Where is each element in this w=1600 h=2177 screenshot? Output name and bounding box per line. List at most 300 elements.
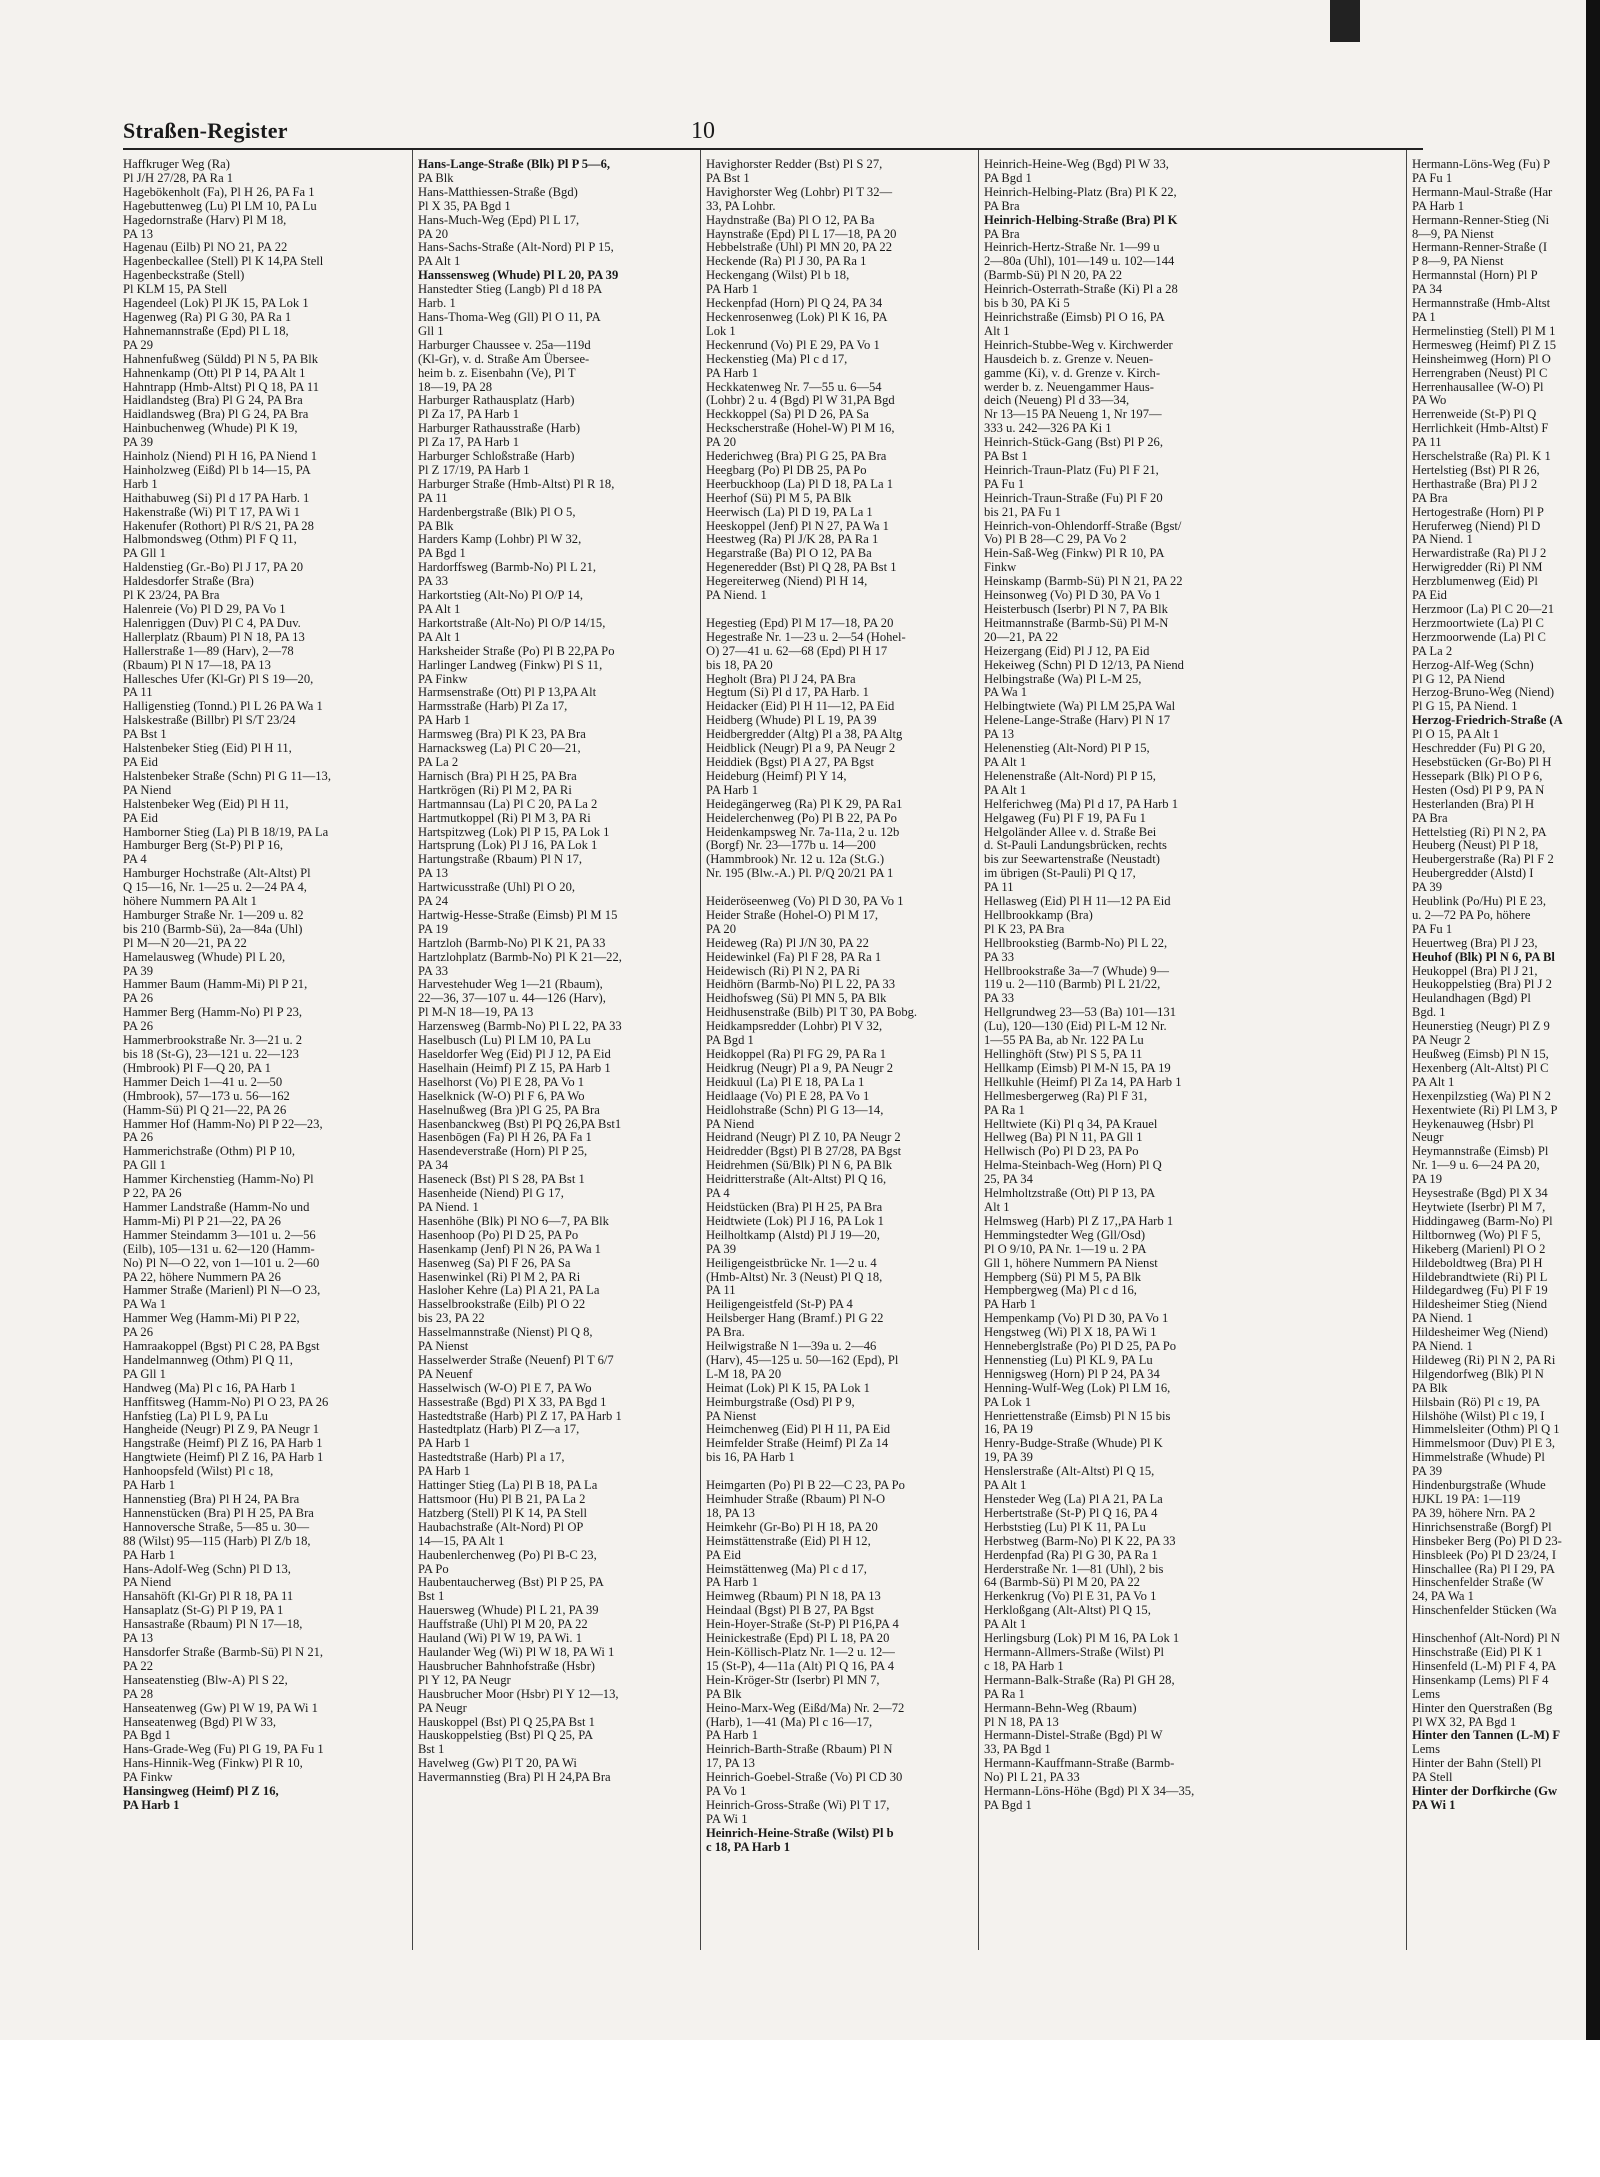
register-entry: Hinschenfelder Stücken (Wa bbox=[1412, 1603, 1557, 1618]
register-entry: Haseneck (Bst) Pl S 28, PA Bst 1 bbox=[418, 1172, 585, 1187]
register-entry: PA Fu 1 bbox=[984, 476, 1025, 491]
register-entry: Hemmingstedter Weg (Gll/Osd) bbox=[984, 1227, 1146, 1242]
register-entry: Hasselwisch (W-O) Pl E 7, PA Wo bbox=[418, 1380, 592, 1395]
register-entry: Hammer Landstraße (Hamm-No und bbox=[123, 1199, 310, 1214]
register-entry: Hamburger Straße Nr. 1—209 u. 82 bbox=[123, 907, 304, 922]
register-entry: PA Harb 1 bbox=[706, 1728, 759, 1743]
register-entry: PA Bgd 1 bbox=[123, 1728, 171, 1743]
register-entry: Hartkrögen (Ri) Pl M 2, PA Ri bbox=[418, 782, 572, 797]
register-entry: Hesterlanden (Bra) Pl H bbox=[1412, 796, 1535, 811]
header-rule bbox=[123, 148, 1423, 150]
register-entry: Heinrich-Helbing-Platz (Bra) Pl K 22, bbox=[984, 184, 1177, 199]
register-entry: (Barmb-Sü) Pl N 20, PA 22 bbox=[984, 268, 1123, 283]
register-entry: Helmsweg (Harb) Pl Z 17,,PA Harb 1 bbox=[984, 1213, 1174, 1228]
register-entry: PA Harb 1 bbox=[123, 1478, 176, 1493]
register-entry: Pl O 15, PA Alt 1 bbox=[1412, 727, 1500, 742]
register-entry: Hildeboldtweg (Bra) Pl H bbox=[1412, 1255, 1543, 1270]
register-entry: Hartmutkoppel (Ri) Pl M 3, PA Ri bbox=[418, 810, 591, 825]
register-entry: Herzmoortwiete (La) Pl C bbox=[1412, 615, 1544, 630]
register-entry: Heymannstraße (Eimsb) Pl bbox=[1412, 1144, 1549, 1159]
register-entry: PA Nienst bbox=[706, 1408, 757, 1423]
register-entry: Helbingstraße (Wa) Pl L-M 25, bbox=[984, 671, 1142, 686]
register-entry: (Borgf) Nr. 23—177b u. 14—200 bbox=[706, 838, 876, 853]
register-entry: PA Harb 1 bbox=[1412, 198, 1465, 213]
register-entry: Heidewinkel (Fa) Pl F 28, PA Ra 1 bbox=[706, 949, 882, 964]
register-entry: Herderstraße Nr. 1—81 (Uhl), 2 bis bbox=[984, 1561, 1164, 1576]
register-entry: 119 u. 2—110 (Barmb) Pl L 21/22, bbox=[984, 977, 1161, 992]
register-entry: bis 18 (St-G), 23—121 u. 22—123 bbox=[123, 1047, 299, 1061]
register-entry: Hahntrapp (Hmb-Altst) Pl Q 18, PA 11 bbox=[123, 379, 320, 394]
register-entry: höhere Nummern PA Alt 1 bbox=[123, 894, 257, 909]
register-entry: Lok 1 bbox=[706, 323, 736, 338]
register-entry: Herlingsburg (Lok) Pl M 16, PA Lok 1 bbox=[984, 1631, 1180, 1646]
register-entry: Hammer Weg (Hamm-Mi) Pl P 22, bbox=[123, 1311, 300, 1326]
register-entry: Heinrich-Traun-Platz (Fu) Pl F 21, bbox=[984, 462, 1159, 477]
register-entry: (Lu), 120—130 (Eid) Pl L-M 12 Nr. bbox=[984, 1019, 1167, 1034]
register-entry: Pl K 23, PA Bra bbox=[984, 921, 1065, 936]
register-entry: Helenenstraße (Alt-Nord) Pl P 15, bbox=[984, 768, 1156, 783]
register-entry: Hansingweg (Heimf) Pl Z 16, bbox=[123, 1784, 279, 1799]
register-entry: Hassestraße (Bgd) Pl X 33, PA Bgd 1 bbox=[418, 1394, 607, 1409]
register-entry: Hanseatenstieg (Blw-A) Pl S 22, bbox=[123, 1672, 288, 1687]
register-entry: Nr. 195 (Blw.-A.) Pl. P/Q 20/21 PA 1 bbox=[706, 866, 894, 881]
register-entry: Heidritterstraße (Alt-Altst) Pl Q 16, bbox=[706, 1172, 887, 1187]
column-divider bbox=[978, 150, 979, 1950]
register-entry: PA Alt 1 bbox=[984, 754, 1027, 769]
register-entry: Hastedtstraße (Harb) Pl Z 17, PA Harb 1 bbox=[418, 1408, 622, 1423]
register-entry: PA Harb 1 bbox=[706, 365, 759, 380]
register-entry: Hinschallee (Ra) Pl I 29, PA bbox=[1412, 1561, 1555, 1576]
register-entry: Heidkuul (La) Pl E 18, PA La 1 bbox=[706, 1074, 865, 1089]
register-entry: Hans-Grade-Weg (Fu) Pl G 19, PA Fu 1 bbox=[123, 1742, 324, 1757]
register-entry: Hempbergweg (Ma) Pl c d 16, bbox=[984, 1283, 1137, 1298]
register-entry: Hasenweg (Sa) Pl F 26, PA Sa bbox=[418, 1255, 571, 1270]
register-entry: Hinter der Bahn (Stell) Pl bbox=[1412, 1756, 1542, 1771]
register-entry: Hammer Deich 1—41 u. 2—50 bbox=[123, 1074, 283, 1089]
register-entry: PA 39 bbox=[123, 435, 153, 450]
register-entry: PA 4 bbox=[123, 852, 147, 867]
register-entry: Hexenberg (Alt-Altst) Pl C bbox=[1412, 1060, 1549, 1075]
register-entry: Harburger Rathausplatz (Harb) bbox=[418, 393, 575, 408]
register-entry: bis 18, PA 20 bbox=[706, 657, 773, 672]
register-entry: Pl G 15, PA Niend. 1 bbox=[1412, 699, 1518, 714]
register-entry: Hinschenfelder Straße (W bbox=[1412, 1575, 1544, 1590]
register-entry: PA Bgd 1 bbox=[706, 1033, 754, 1048]
register-entry: Helbingtwiete (Wa) Pl LM 25,PA Wal bbox=[984, 699, 1176, 714]
register-entry: 2—80a (Uhl), 101—149 u. 102—144 bbox=[984, 254, 1175, 269]
register-entry: Heideröseenweg (Vo) Pl D 30, PA Vo 1 bbox=[706, 894, 904, 909]
register-entry: PA 34 bbox=[1412, 282, 1442, 297]
register-entry: Hans-Matthiessen-Straße (Bgd) bbox=[418, 184, 578, 199]
register-entry: Helma-Steinbach-Weg (Horn) Pl Q bbox=[984, 1158, 1162, 1173]
register-column-1 bbox=[123, 158, 388, 1813]
register-entry: Hellinghöft (Stw) Pl S 5, PA 11 bbox=[984, 1047, 1143, 1061]
register-entry: Hellgrundweg 23—53 (Ba) 101—131 bbox=[984, 1005, 1177, 1020]
register-entry: PA Eid bbox=[1412, 588, 1447, 603]
register-entry: (Hamm-Sü) Pl Q 21—22, PA 26 bbox=[123, 1102, 287, 1117]
register-entry: Haidlandsteg (Bra) Pl G 24, PA Bra bbox=[123, 393, 303, 408]
register-entry: PA Alt 1 bbox=[418, 602, 461, 616]
register-entry: Heckkoppel (Sa) Pl D 26, PA Sa bbox=[706, 407, 869, 422]
register-entry: Hellbrookstraße 3a—7 (Whude) 9— bbox=[984, 963, 1170, 978]
register-entry: Hekeiweg (Schn) Pl D 12/13, PA Niend bbox=[984, 657, 1184, 672]
register-entry: Halstenbeker Stieg (Eid) Pl H 11, bbox=[123, 741, 292, 756]
register-entry: Haselnußweg (Bra )Pl G 25, PA Bra bbox=[418, 1102, 600, 1117]
register-entry: Hinsbleek (Po) Pl D 23/24, I bbox=[1412, 1547, 1557, 1562]
register-entry: Hein-Köllisch-Platz Nr. 1—2 u. 12— bbox=[706, 1644, 895, 1659]
register-entry: im übrigen (St-Pauli) Pl Q 17, bbox=[984, 866, 1136, 881]
register-entry: Heubergredder (Alstd) I bbox=[1412, 866, 1534, 881]
register-entry: Hinschstraße (Eid) Pl K 1 bbox=[1412, 1644, 1543, 1659]
register-entry: PA 39 bbox=[1412, 1464, 1442, 1479]
register-entry: Hein-Saß-Weg (Finkw) Pl R 10, PA bbox=[984, 546, 1165, 561]
register-entry: PA Blk bbox=[418, 518, 454, 533]
register-entry: Hegtum (Si) Pl d 17, PA Harb. 1 bbox=[706, 685, 869, 700]
register-entry: Hegestraße Nr. 1—23 u. 2—54 (Hohel- bbox=[706, 629, 906, 644]
register-entry: Heidbergredder (Altg) Pl a 38, PA Altg bbox=[706, 727, 903, 742]
register-entry: Hensteder Weg (La) Pl A 21, PA La bbox=[984, 1492, 1163, 1506]
register-entry: Hans-Sachs-Straße (Alt-Nord) Pl P 15, bbox=[418, 240, 614, 255]
register-entry: Alt 1 bbox=[984, 323, 1010, 338]
register-entry: bis 23, PA 22 bbox=[418, 1311, 485, 1326]
register-entry: Alt 1 bbox=[984, 1199, 1010, 1214]
register-entry: Hermelinstieg (Stell) Pl M 1 bbox=[1412, 323, 1556, 338]
register-entry: Hartspitzweg (Lok) Pl P 15, PA Lok 1 bbox=[418, 824, 610, 839]
register-column-5 bbox=[1412, 158, 1600, 1813]
register-entry: Heinrich-Osterrath-Straße (Ki) Pl a 28 bbox=[984, 282, 1178, 297]
register-entry: Bst 1 bbox=[418, 1742, 445, 1757]
register-entry: PA Niend. 1 bbox=[706, 588, 767, 603]
register-entry: PA 20 bbox=[706, 435, 736, 450]
register-entry: Herschelstraße (Ra) Pl. K 1 bbox=[1412, 449, 1551, 464]
register-entry: Herrlichkeit (Hmb-Altst) F bbox=[1412, 421, 1549, 436]
register-entry: 88 (Wilst) 95—115 (Harb) Pl Z/b 18, bbox=[123, 1533, 311, 1548]
register-entry: PA Bra bbox=[1412, 490, 1448, 505]
register-entry: Pl Z 17/19, PA Harb 1 bbox=[418, 462, 530, 477]
register-entry: Helgoländer Allee v. d. Straße Bei bbox=[984, 824, 1157, 839]
register-entry: PA Gll 1 bbox=[123, 1158, 166, 1173]
register-entry: Haubachstraße (Alt-Nord) Pl OP bbox=[418, 1519, 584, 1534]
register-entry: Herthastraße (Bra) Pl J 2 bbox=[1412, 476, 1538, 491]
register-entry: bis 210 (Barmb-Sü), 2a—84a (Uhl) bbox=[123, 921, 303, 936]
register-entry: c 18, PA Harb 1 bbox=[706, 1839, 791, 1854]
register-entry: Hamburger Berg (St-P) Pl P 16, bbox=[123, 838, 283, 853]
register-entry: Hanseatenweg (Gw) Pl W 19, PA Wi 1 bbox=[123, 1700, 318, 1715]
register-entry: Heinsheimweg (Horn) Pl O bbox=[1412, 351, 1551, 366]
register-entry: Heimkehr (Gr-Bo) Pl H 18, PA 20 bbox=[706, 1519, 878, 1534]
register-entry: Heerhof (Sü) Pl M 5, PA Blk bbox=[706, 490, 852, 505]
register-entry: Hastedtplatz (Harb) Pl Z—a 17, bbox=[418, 1422, 580, 1437]
register-entry: Hesebstücken (Gr-Bo) Pl H bbox=[1412, 754, 1552, 769]
register-entry: Herzblumenweg (Eid) Pl bbox=[1412, 574, 1538, 589]
register-entry: Harburger Rathausstraße (Harb) bbox=[418, 421, 581, 436]
register-entry: Hagedornstraße (Harv) Pl M 18, bbox=[123, 212, 287, 227]
register-entry: Himmelstraße (Whude) Pl bbox=[1412, 1450, 1545, 1465]
register-entry: Harmsenstraße (Ott) Pl P 13,PA Alt bbox=[418, 685, 597, 700]
register-entry: Hartungstraße (Rbaum) Pl N 17, bbox=[418, 852, 583, 867]
register-entry: Heimgarten (Po) Pl B 22—C 23, PA Po bbox=[706, 1478, 905, 1493]
register-entry: PA Finkw bbox=[418, 671, 468, 686]
register-entry: PA 33 bbox=[984, 991, 1014, 1006]
register-entry: Hauffstraße (Uhl) Pl M 20, PA 22 bbox=[418, 1617, 588, 1632]
register-entry: Hanffitsweg (Hamm-No) Pl O 23, PA 26 bbox=[123, 1394, 329, 1409]
register-entry: Heidlaage (Vo) Pl E 28, PA Vo 1 bbox=[706, 1088, 870, 1103]
register-entry: PA Niend bbox=[123, 782, 172, 797]
register-entry: PA Neugr bbox=[418, 1700, 467, 1715]
register-entry: Heino-Marx-Weg (Eißd/Ma) Nr. 2—72 bbox=[706, 1700, 905, 1715]
register-entry: Hilshöhe (Wilst) Pl c 19, I bbox=[1412, 1408, 1545, 1423]
register-entry: Heimstättenweg (Ma) Pl c d 17, bbox=[706, 1561, 867, 1576]
register-entry: Bgd. 1 bbox=[1412, 1005, 1446, 1020]
register-entry: Hallerplatz (Rbaum) Pl N 18, PA 13 bbox=[123, 629, 305, 644]
register-entry: P 8—9, PA Nienst bbox=[1412, 254, 1504, 269]
register-entry: bis 16, PA Harb 1 bbox=[706, 1450, 795, 1465]
register-entry: Hanfstieg (La) Pl L 9, PA Lu bbox=[123, 1408, 268, 1423]
register-entry: PA 11 bbox=[418, 490, 448, 505]
register-entry: PA Bgd 1 bbox=[984, 170, 1032, 185]
register-entry: (Kl-Gr), v. d. Straße Am Übersee- bbox=[418, 351, 590, 366]
register-entry: Harzensweg (Barmb-No) Pl L 22, PA 33 bbox=[418, 1019, 622, 1034]
register-entry: Hammer Steindamm 3—101 u. 2—56 bbox=[123, 1227, 316, 1242]
register-entry: PA Niend. 1 bbox=[1412, 1339, 1473, 1354]
register-entry: Hellmesbergerweg (Ra) Pl F 31, bbox=[984, 1088, 1148, 1103]
register-entry: PA 26 bbox=[123, 1325, 153, 1340]
register-entry: Hakenufer (Rothort) Pl R/S 21, PA 28 bbox=[123, 518, 314, 533]
register-entry: Hakenstraße (Wi) Pl T 17, PA Wi 1 bbox=[123, 504, 300, 519]
register-entry: Haubentaucherweg (Bst) Pl P 25, PA bbox=[418, 1575, 604, 1590]
register-entry: PA 1 bbox=[1412, 309, 1436, 324]
register-entry: Hennigsweg (Horn) Pl P 24, PA 34 bbox=[984, 1366, 1160, 1381]
register-entry: Heilholtkamp (Alstd) Pl J 19—20, bbox=[706, 1227, 880, 1242]
register-entry: Hammer Kirchenstieg (Hamm-No) Pl bbox=[123, 1172, 314, 1187]
register-entry: Hansastraße (Rbaum) Pl N 17—18, bbox=[123, 1617, 303, 1632]
register-entry: PA Harb 1 bbox=[706, 782, 759, 797]
register-entry: Heimstättenstraße (Eid) Pl H 12, bbox=[706, 1533, 871, 1548]
register-entry bbox=[706, 603, 971, 617]
page-number: 10 bbox=[691, 118, 715, 144]
register-entry: Halstenbeker Weg (Eid) Pl H 11, bbox=[123, 796, 289, 811]
register-entry: Heidblick (Neugr) Pl a 9, PA Neugr 2 bbox=[706, 741, 896, 756]
register-entry: c 18, PA Harb 1 bbox=[984, 1658, 1064, 1673]
register-entry: Hiltbornweg (Wo) Pl F 5, bbox=[1412, 1227, 1541, 1242]
register-entry: Hammerichstraße (Othm) Pl P 10, bbox=[123, 1144, 295, 1159]
register-entry: PA 11 bbox=[123, 685, 153, 700]
register-entry: Heidkampsredder (Lohbr) Pl V 32, bbox=[706, 1019, 883, 1034]
register-entry: Pl Za 17, PA Harb 1 bbox=[418, 407, 519, 422]
register-entry: Nr. 1—9 u. 6—24 PA 20, bbox=[1412, 1158, 1540, 1173]
register-entry: PA Bra bbox=[984, 198, 1020, 213]
register-entry: Hinschenhof (Alt-Nord) Pl N bbox=[1412, 1631, 1560, 1646]
register-entry: Heideweg (Ra) Pl J/N 30, PA 22 bbox=[706, 935, 869, 950]
register-entry: Hettelstieg (Ri) Pl N 2, PA bbox=[1412, 824, 1547, 839]
register-entry: Hegeneredder (Bst) Pl Q 28, PA Bst 1 bbox=[706, 560, 897, 575]
register-entry: Hausdeich b. z. Grenze v. Neuen- bbox=[984, 351, 1154, 366]
register-entry: Hertogestraße (Horn) Pl P bbox=[1412, 504, 1544, 519]
register-entry: Hagendeel (Lok) Pl JK 15, PA Lok 1 bbox=[123, 296, 309, 311]
register-entry: Harksheider Straße (Po) Pl B 22,PA Po bbox=[418, 643, 615, 658]
register-entry: Hermannstraße (Hmb-Altst bbox=[1412, 296, 1551, 311]
register-entry: PA Niend bbox=[706, 1116, 755, 1131]
register-entry: Heidtwiete (Lok) Pl J 16, PA Lok 1 bbox=[706, 1213, 884, 1228]
register-entry: Herkenkrug (Vo) Pl E 31, PA Vo 1 bbox=[984, 1589, 1157, 1604]
column-divider bbox=[412, 150, 413, 1950]
register-entry: Heuberg (Neust) Pl P 18, bbox=[1412, 838, 1539, 853]
register-entry: Helferichweg (Ma) Pl d 17, PA Harb 1 bbox=[984, 796, 1179, 811]
register-entry: Heilwigstraße N 1—39a u. 2—46 bbox=[706, 1339, 877, 1354]
register-entry: Hannoversche Straße, 5—85 u. 30— bbox=[123, 1519, 310, 1534]
register-entry: Haubenlerchenweg (Po) Pl B-C 23, bbox=[418, 1547, 597, 1562]
register-entry: Helgaweg (Fu) Pl F 19, PA Fu 1 bbox=[984, 810, 1146, 825]
register-entry: Haffkruger Weg (Ra) bbox=[123, 157, 230, 171]
register-entry: Heinskamp (Barmb-Sü) Pl N 21, PA 22 bbox=[984, 574, 1183, 589]
register-entry: Handweg (Ma) Pl c 16, PA Harb 1 bbox=[123, 1380, 297, 1395]
register-entry: PA Neuenf bbox=[418, 1366, 473, 1381]
register-entry: PA Bra bbox=[1412, 810, 1448, 825]
register-entry: Hartwig-Hesse-Straße (Eimsb) Pl M 15 bbox=[418, 907, 618, 922]
register-entry: Heinrich-Hertz-Straße Nr. 1—99 u bbox=[984, 240, 1160, 255]
register-entry: PA Harb 1 bbox=[706, 1575, 759, 1590]
register-entry: PA Vo 1 bbox=[706, 1784, 747, 1799]
register-entry: 15 (St-P), 4—11a (Alt) Pl Q 16, PA 4 bbox=[706, 1658, 894, 1673]
register-entry: Hildesheimer Stieg (Niend bbox=[1412, 1297, 1548, 1312]
register-entry: PA Neugr 2 bbox=[1412, 1033, 1471, 1048]
register-entry: PA Alt 1 bbox=[418, 629, 461, 644]
register-entry: Hermann-Renner-Stieg (Ni bbox=[1412, 212, 1550, 227]
register-entry: Hansahöft (Kl-Gr) Pl R 18, PA 11 bbox=[123, 1589, 294, 1604]
register-entry: Haidlandsweg (Bra) Pl G 24, PA Bra bbox=[123, 407, 309, 422]
register-entry: PA Eid bbox=[123, 810, 158, 825]
register-entry: Heimweg (Rbaum) Pl N 18, PA 13 bbox=[706, 1589, 881, 1604]
register-entry: Hermann-Löns-Höhe (Bgd) Pl X 34—35, bbox=[984, 1784, 1195, 1799]
register-entry: Hebbelstraße (Uhl) Pl MN 20, PA 22 bbox=[706, 240, 892, 255]
register-entry: 17, PA 13 bbox=[706, 1756, 755, 1771]
register-entry: PA Lok 1 bbox=[984, 1394, 1032, 1409]
register-entry: 25, PA 34 bbox=[984, 1172, 1033, 1187]
register-entry: Pl J/H 27/28, PA Ra 1 bbox=[123, 170, 234, 185]
register-entry: Heinrich-Goebel-Straße (Vo) Pl CD 30 bbox=[706, 1770, 903, 1785]
register-entry: Heckscherstraße (Hohel-W) Pl M 16, bbox=[706, 421, 895, 436]
register-entry: PA La 2 bbox=[1412, 643, 1453, 658]
register-entry: P 22, PA 26 bbox=[123, 1186, 182, 1201]
register-entry: Hinsenfeld (L-M) Pl F 4, PA bbox=[1412, 1658, 1557, 1673]
register-entry: Heiligengeistfeld (St-P) PA 4 bbox=[706, 1297, 853, 1312]
register-entry: Hermann-Löns-Weg (Fu) P bbox=[1412, 158, 1551, 171]
register-entry: Hederichweg (Bra) Pl G 25, PA Bra bbox=[706, 449, 887, 464]
register-entry: 8—9, PA Nienst bbox=[1412, 226, 1494, 241]
register-entry: Haselknick (W-O) Pl F 6, PA Wo bbox=[418, 1088, 585, 1103]
register-entry: Hasenhoop (Po) Pl D 25, PA Po bbox=[418, 1227, 579, 1242]
register-entry: Bst 1 bbox=[418, 1589, 445, 1604]
register-entry: Helltwiete (Ki) Pl q 34, PA Krauel bbox=[984, 1116, 1158, 1131]
register-entry: PA Harb 1 bbox=[418, 1464, 471, 1479]
register-entry: Hikeberg (Marienl) Pl O 2 bbox=[1412, 1241, 1546, 1256]
register-entry: PA 33 bbox=[984, 949, 1014, 964]
register-entry: PA Gll 1 bbox=[123, 546, 166, 561]
register-entry: Pl K 23/24, PA Bra bbox=[123, 588, 220, 603]
register-entry: Hamelausweg (Whude) Pl L 20, bbox=[123, 949, 286, 964]
register-entry: Vo) Pl B 28—C 29, PA Vo 2 bbox=[984, 532, 1127, 547]
register-entry: Herzog-Friedrich-Straße (A bbox=[1412, 713, 1563, 728]
register-entry: PA Wo bbox=[1412, 393, 1447, 408]
register-entry: bis zur Seewartenstraße (Neustadt) bbox=[984, 852, 1160, 867]
register-entry: Hallerstraße 1—89 (Harv), 2—78 bbox=[123, 643, 294, 658]
register-entry: Heinickestraße (Epd) Pl L 18, PA 20 bbox=[706, 1631, 890, 1646]
register-entry: Henslerstraße (Alt-Altst) Pl Q 15, bbox=[984, 1464, 1155, 1479]
register-entry: Hermann-Distel-Straße (Bgd) Pl W bbox=[984, 1728, 1163, 1743]
register-entry: PA 19 bbox=[418, 921, 448, 936]
column-divider bbox=[700, 150, 701, 1950]
register-entry: Hausbrucher Moor (Hsbr) Pl Y 12—13, bbox=[418, 1686, 619, 1701]
register-entry: PA Alt 1 bbox=[1412, 1074, 1455, 1089]
register-entry: PA Bgd 1 bbox=[984, 1797, 1032, 1812]
register-entry: Harburger Chaussee v. 25a—119d bbox=[418, 337, 591, 352]
register-entry: Heidkoppel (Ra) Pl FG 29, PA Ra 1 bbox=[706, 1047, 887, 1061]
register-entry: Hessepark (Blk) Pl O P 6, bbox=[1412, 768, 1543, 783]
register-entry: PA Harb 1 bbox=[123, 1797, 180, 1812]
register-entry: Heidelerchenweg (Po) Pl B 22, PA Po bbox=[706, 810, 897, 825]
register-entry: Hagenau (Eilb) Pl NO 21, PA 22 bbox=[123, 240, 288, 255]
register-entry: Herbststieg (Lu) Pl K 11, PA Lu bbox=[984, 1519, 1146, 1534]
register-entry: Halstenbeker Straße (Schn) Pl G 11—13, bbox=[123, 768, 331, 783]
register-entry: heim b. z. Eisenbahn (Ve), Pl T bbox=[418, 365, 576, 380]
register-entry: Heinrich-Gross-Straße (Wi) Pl T 17, bbox=[706, 1797, 890, 1812]
register-entry: Heindaal (Bgst) Pl B 27, PA Bgst bbox=[706, 1603, 874, 1618]
register-entry: Heiligengeistbrücke Nr. 1—2 u. 4 bbox=[706, 1255, 877, 1270]
register-entry: Hildeweg (Ri) Pl N 2, PA Ri bbox=[1412, 1352, 1556, 1367]
register-entry: PA Bst 1 bbox=[706, 170, 750, 185]
register-entry: Hanssensweg (Whude) Pl L 20, PA 39 bbox=[418, 268, 619, 283]
register-entry: PA 4 bbox=[706, 1186, 730, 1201]
register-entry: Hermann-Renner-Straße (I bbox=[1412, 240, 1548, 255]
register-entry: d. St-Pauli Landungsbrücken, rechts bbox=[984, 838, 1167, 853]
register-entry: Heckkatenweg Nr. 7—55 u. 6—54 bbox=[706, 379, 882, 394]
register-entry: Halbmondsweg (Othm) Pl F Q 11, bbox=[123, 532, 297, 547]
register-entry: Pl G 12, PA Niend bbox=[1412, 671, 1505, 686]
register-column-3 bbox=[706, 158, 971, 1855]
register-entry: Hahnemannstraße (Epd) Pl L 18, bbox=[123, 323, 289, 338]
register-entry: Hainholz (Niend) Pl H 16, PA Niend 1 bbox=[123, 449, 318, 464]
register-entry: Hermann-Maul-Straße (Har bbox=[1412, 184, 1553, 199]
page-title: Straßen-Register bbox=[123, 118, 288, 143]
register-entry: Herzog-Bruno-Weg (Niend) bbox=[1412, 685, 1555, 700]
register-entry: PA Nienst bbox=[418, 1339, 469, 1354]
register-entry: PA Harb 1 bbox=[123, 1547, 176, 1562]
register-entry: Haynstraße (Epd) Pl L 17—18, PA 20 bbox=[706, 226, 897, 241]
register-entry: Hamraakoppel (Bgst) Pl C 28, PA Bgst bbox=[123, 1339, 320, 1354]
register-entry: Havermannstieg (Bra) Pl H 24,PA Bra bbox=[418, 1770, 611, 1785]
register-entry: Gll 1, höhere Nummern PA Nienst bbox=[984, 1255, 1158, 1270]
register-entry: (Hmbrook) Pl F—Q 20, PA 1 bbox=[123, 1060, 271, 1075]
register-entry: PA 22 bbox=[123, 1658, 153, 1673]
register-entry: Hermesweg (Heimf) Pl Z 15 bbox=[1412, 337, 1557, 352]
register-entry: Helene-Lange-Straße (Harv) Pl N 17 bbox=[984, 713, 1171, 728]
register-entry: PA 20 bbox=[418, 226, 448, 241]
register-entry: Henneberglstraße (Po) Pl D 25, PA Po bbox=[984, 1339, 1177, 1354]
register-entry: bis b 30, PA Ki 5 bbox=[984, 296, 1070, 311]
register-entry: Hasenkamp (Jenf) Pl N 26, PA Wa 1 bbox=[418, 1241, 601, 1256]
register-entry: Harburger Straße (Hmb-Altst) Pl R 18, bbox=[418, 476, 615, 491]
register-entry: 20—21, PA 22 bbox=[984, 629, 1059, 644]
register-entry: PA Alt 1 bbox=[984, 1478, 1027, 1493]
register-entry: Herrengraben (Neust) Pl C bbox=[1412, 365, 1548, 380]
register-entry: PA 11 bbox=[706, 1283, 736, 1298]
register-entry: Heitmannstraße (Barmb-Sü) Pl M-N bbox=[984, 615, 1169, 630]
register-entry: Pl Za 17, PA Harb 1 bbox=[418, 435, 519, 450]
register-entry: PA Bst 1 bbox=[984, 449, 1028, 464]
register-entry: 16, PA 19 bbox=[984, 1422, 1033, 1437]
register-entry: Hasselbrookstraße (Eilb) Pl O 22 bbox=[418, 1297, 586, 1312]
register-entry: Hegereiterweg (Niend) Pl H 14, bbox=[706, 574, 868, 589]
